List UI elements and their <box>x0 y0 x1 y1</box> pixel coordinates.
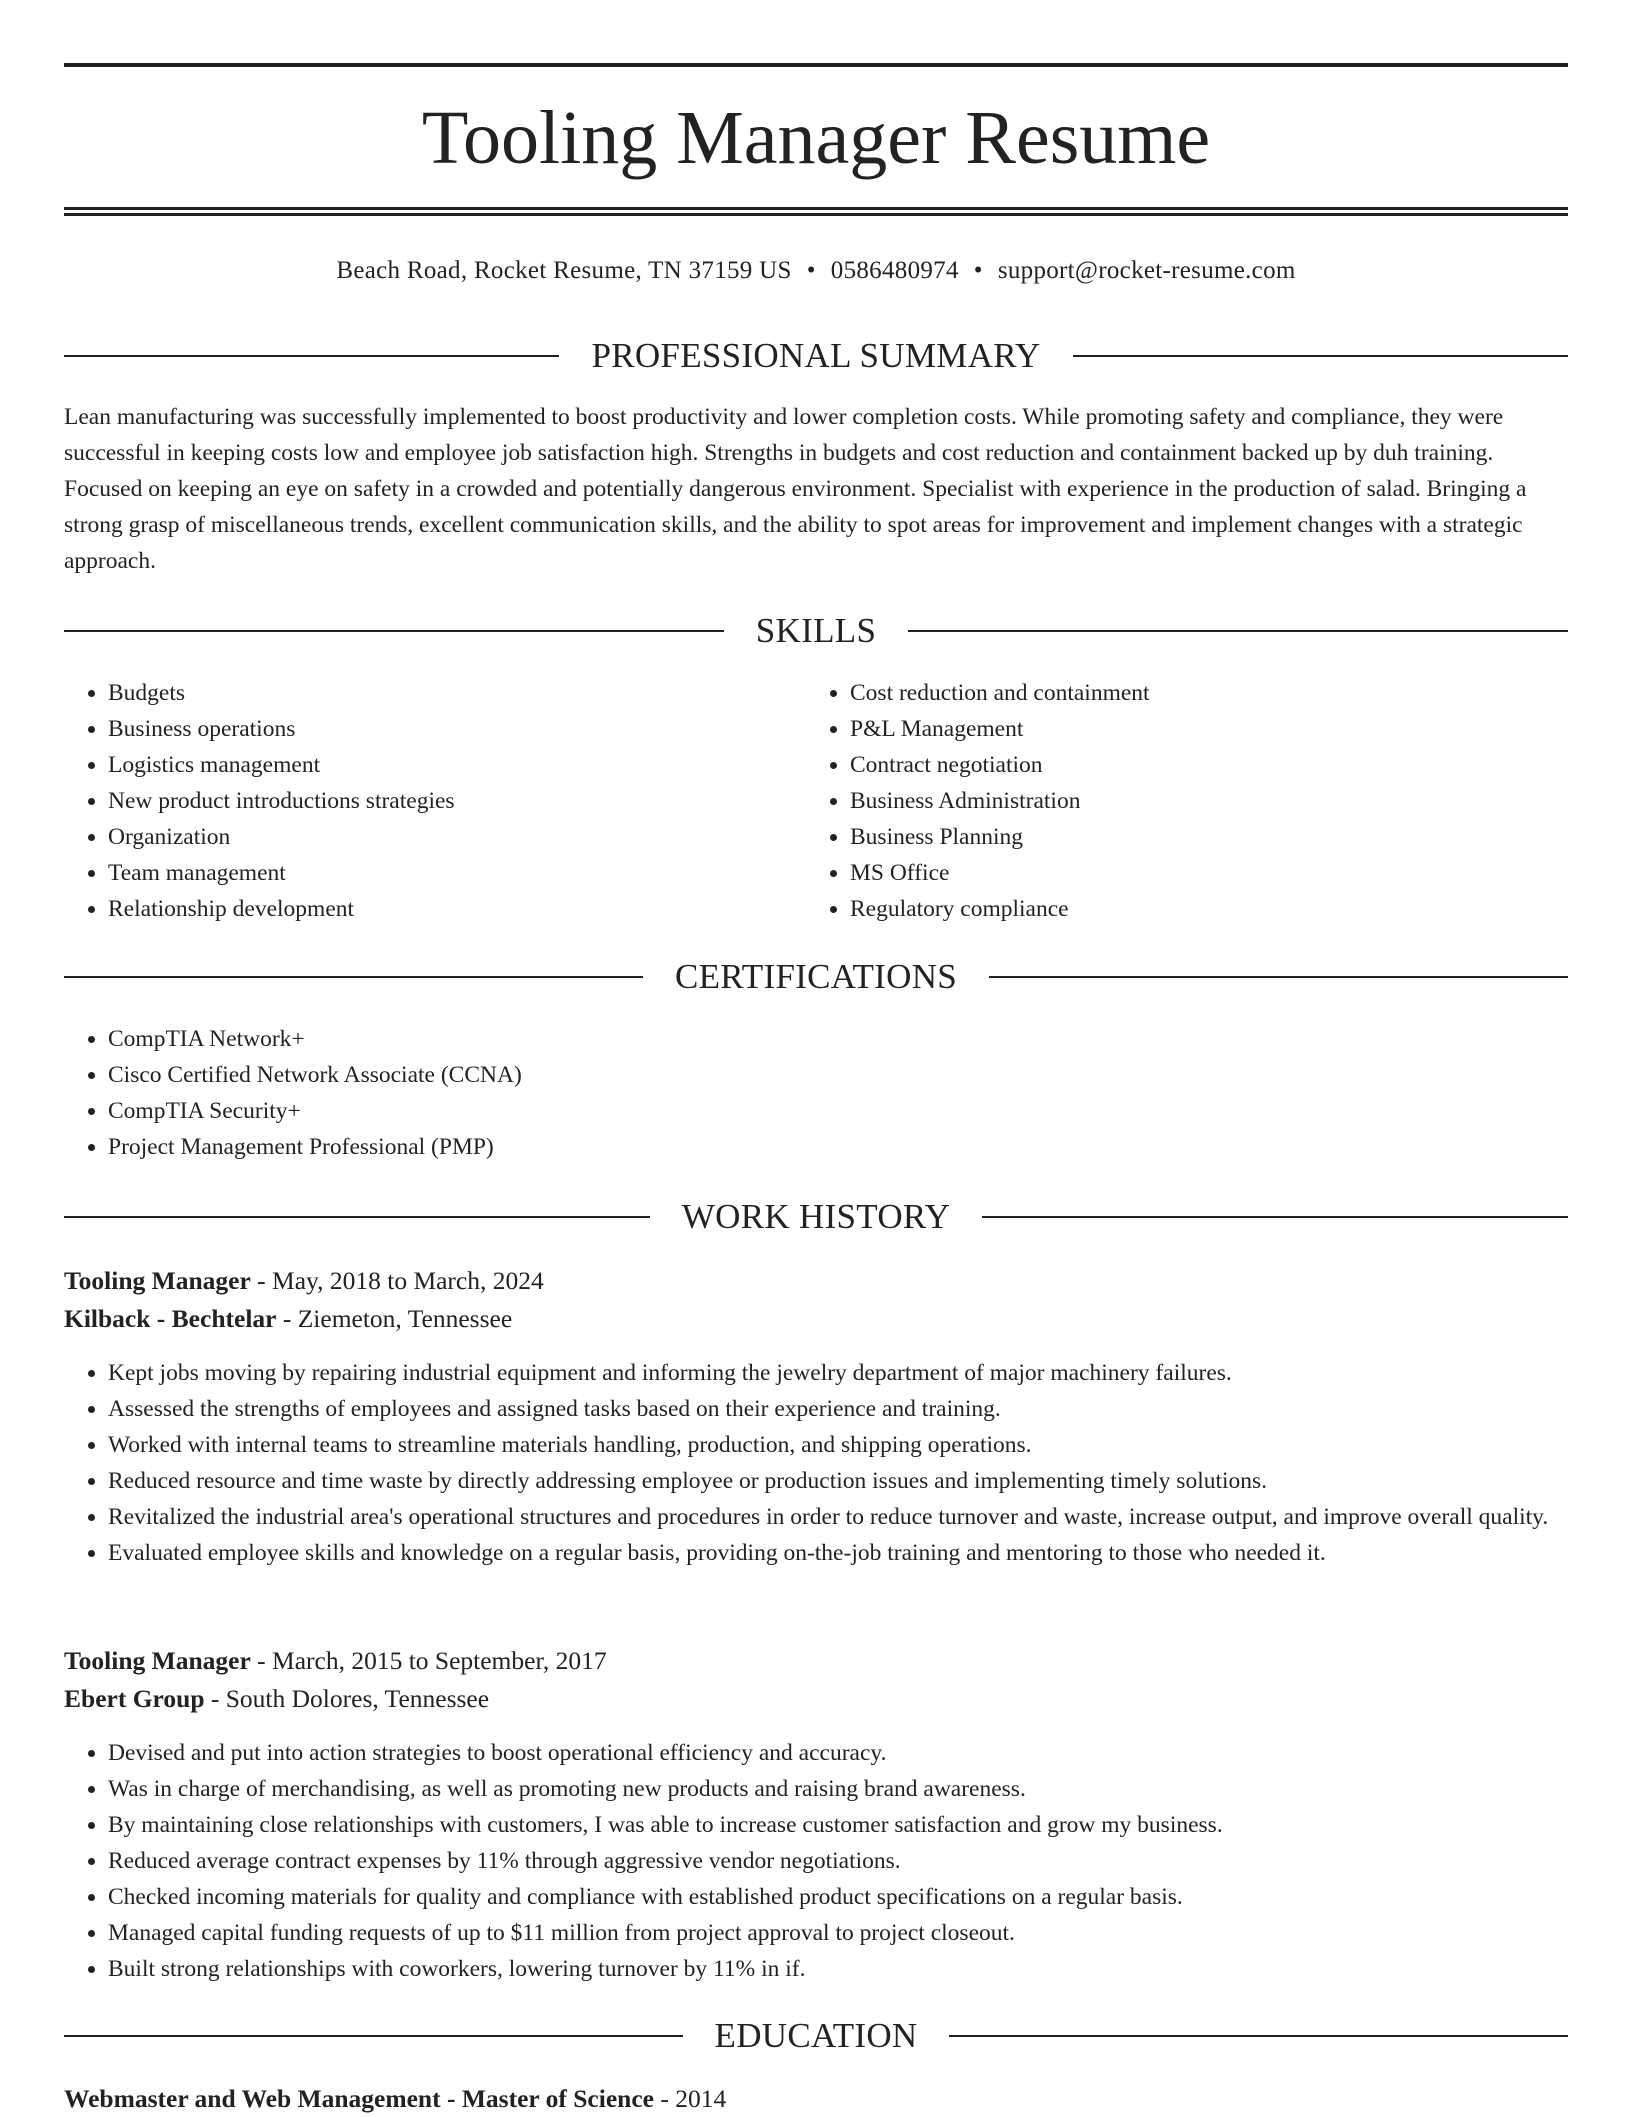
heading-rule <box>982 1216 1568 1218</box>
job-title-line <box>64 1263 1568 1299</box>
education-heading <box>64 2016 1568 2056</box>
job-bullet: • Revitalized the industrial area's operational structures and procedures in order to reduce turnover and waste, increase output, and improve overall quality. <box>108 1499 1568 1535</box>
job-location: - Ziemeton, Tennessee <box>276 1304 513 1333</box>
heading-rule <box>64 2035 683 2037</box>
summary-heading-text: PROFESSIONAL SUMMARY <box>591 336 1041 375</box>
page-title: Tooling Manager Resume <box>421 96 1211 180</box>
skills-heading-text: SKILLS <box>755 611 877 650</box>
certifications-heading-text: CERTIFICATIONS <box>674 957 958 996</box>
job-bullet: • Reduced resource and time waste by directly addressing employee or production issues and implementing timely solutions. <box>108 1463 1568 1499</box>
skill-item: • Relationship development <box>108 891 808 927</box>
heading-rule <box>64 1216 650 1218</box>
heading-rule <box>1073 355 1568 357</box>
job-bullet: • Assessed the strengths of employees and assigned tasks based on their experience and training. <box>108 1391 1568 1427</box>
job-bullet: • Built strong relationships with coworkers, lowering turnover by 11% in if. <box>108 1951 1568 1987</box>
contact-line <box>64 254 1568 288</box>
job-bullet: • Reduced average contract expenses by 11% through aggressive vendor negotiations. <box>108 1843 1568 1879</box>
skills-list-right <box>806 675 1570 927</box>
work-history-heading-text: WORK HISTORY <box>681 1197 951 1236</box>
job-title: Tooling Manager <box>64 1266 251 1295</box>
skills-heading <box>64 611 1568 651</box>
heading-rule <box>989 976 1568 978</box>
job-location: - South Dolores, Tennessee <box>204 1684 490 1713</box>
heading-rule <box>64 355 559 357</box>
contact-address: Beach Road, Rocket Resume, TN 37159 US <box>336 257 792 284</box>
skill-item: • Business Administration <box>850 783 1570 819</box>
skill-item: • Cost reduction and containment <box>850 675 1570 711</box>
skill-item: • Business operations <box>108 711 808 747</box>
job-title: Tooling Manager <box>64 1646 251 1675</box>
work-history-heading <box>64 1197 1568 1237</box>
heading-rule <box>64 630 724 632</box>
contact-separator: • <box>806 257 816 284</box>
contact-email: support@rocket-resume.com <box>997 257 1296 284</box>
job-bullets <box>64 1735 1568 1987</box>
skill-item: • Contract negotiation <box>850 747 1570 783</box>
job-dates: - May, 2018 to March, 2024 <box>250 1266 544 1295</box>
summary-text: Lean manufacturing was successfully implemented to boost productivity and lower completion costs. While promoting safety and compliance, they were successful in keeping costs low and employee job satisfaction high. Strengths in budgets and cost reduction and containment backed up by duh training. Focused on keeping an eye on safety in a crowded and potentially dangerous environment. Specialist with experience in the production of salad. Bringing a strong grasp of miscellaneous trends, excellent communication skills, and the ability to spot areas for improvement and implement changes with a strategic approach. <box>64 404 1527 574</box>
contact-separator: • <box>973 257 983 284</box>
certifications-list <box>64 1021 1568 1165</box>
education-year: - 2014 <box>653 2084 727 2113</box>
skills-list-left <box>64 675 808 927</box>
skill-item: • Logistics management <box>108 747 808 783</box>
job-bullet: • By maintaining close relationships with customers, I was able to increase customer satisfaction and grow my business. <box>108 1807 1568 1843</box>
certification-item: • Project Management Professional (PMP) <box>108 1129 1568 1165</box>
summary-heading <box>64 336 1568 376</box>
education-heading-text: EDUCATION <box>714 2016 918 2055</box>
job-dates: - March, 2015 to September, 2017 <box>250 1646 607 1675</box>
heading-rule <box>908 630 1568 632</box>
title-double-rule <box>64 207 1568 216</box>
job-bullet: • Was in charge of merchandising, as well as promoting new products and raising brand awareness. <box>108 1771 1568 1807</box>
top-rule <box>64 63 1568 67</box>
job-company-line <box>64 1301 1568 1337</box>
skill-item: • Team management <box>108 855 808 891</box>
job-bullet: • Worked with internal teams to streamline materials handling, production, and shipping operations. <box>108 1427 1568 1463</box>
heading-rule <box>949 2035 1568 2037</box>
education-degree: Webmaster and Web Management - Master of Science <box>64 2084 654 2113</box>
job-bullet: • Evaluated employee skills and knowledge on a regular basis, providing on-the-job training and mentoring to those who needed it. <box>108 1535 1568 1571</box>
skill-item: • MS Office <box>850 855 1570 891</box>
skill-item: • Business Planning <box>850 819 1570 855</box>
skill-item: • New product introductions strategies <box>108 783 808 819</box>
job-bullet: • Managed capital funding requests of up to $11 million from project approval to project closeout. <box>108 1915 1568 1951</box>
job-title-line <box>64 1643 1568 1679</box>
job-bullets <box>64 1355 1568 1571</box>
job-bullet: • Kept jobs moving by repairing industrial equipment and informing the jewelry department of major machinery failures. <box>108 1355 1568 1391</box>
job-company: Ebert Group <box>64 1684 205 1713</box>
contact-phone: 0586480974 <box>830 257 959 284</box>
certification-item: • CompTIA Security+ <box>108 1093 1568 1129</box>
skill-item: • Organization <box>108 819 808 855</box>
heading-rule <box>64 976 643 978</box>
certification-item: • Cisco Certified Network Associate (CCNA) <box>108 1057 1568 1093</box>
skill-item: • Budgets <box>108 675 808 711</box>
job-bullet: • Checked incoming materials for quality and compliance with established product specifications on a regular basis. <box>108 1879 1568 1915</box>
job-company-line <box>64 1681 1568 1717</box>
certifications-heading <box>64 957 1568 997</box>
skill-item: • P&L Management <box>850 711 1570 747</box>
job-company: Kilback - Bechtelar <box>64 1304 277 1333</box>
skill-item: • Regulatory compliance <box>850 891 1570 927</box>
certification-item: • CompTIA Network+ <box>108 1021 1568 1057</box>
job-bullet: • Devised and put into action strategies to boost operational efficiency and accuracy. <box>108 1735 1568 1771</box>
